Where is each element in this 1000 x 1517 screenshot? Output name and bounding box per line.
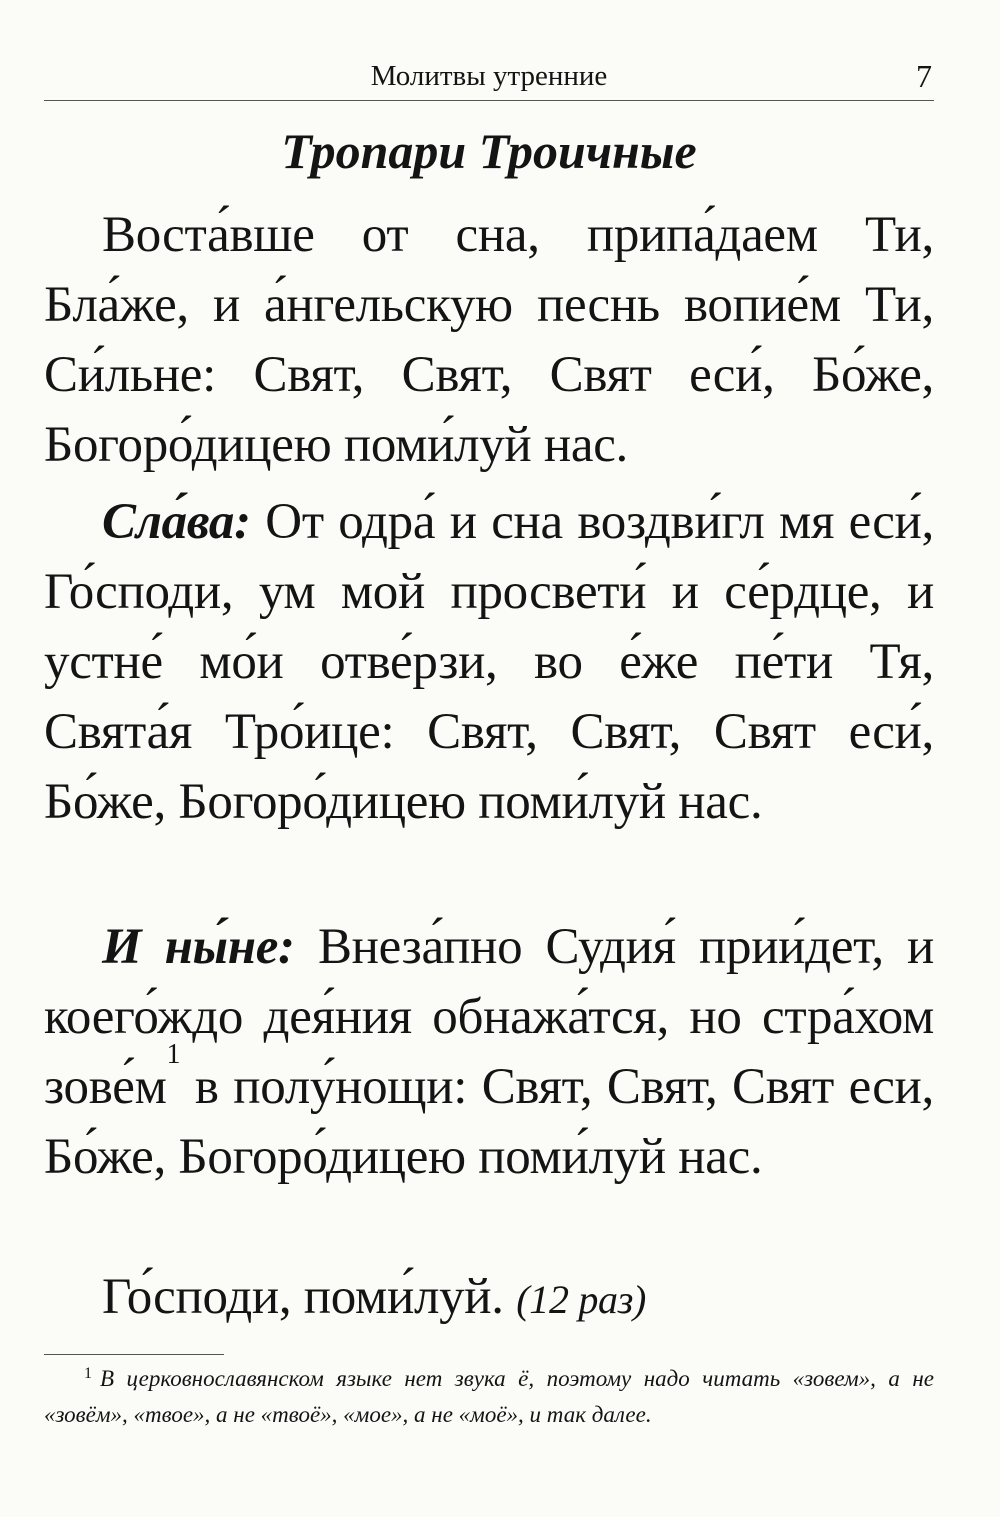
paragraph-lead: Сла́ва: [102,494,251,550]
troparion-paragraph-2 [44,487,934,837]
paragraph-text: От одра́ и сна воздви́гл мя еси́, Го́споди, ум мой просвети́ и се́рдце, и устне́ мо́и отве́рзи, во е́же пе́ти Тя, Свята́я Тро́ице: Свят, Свят, Свят еси́, Бо́же, Богоро́дицею поми́луй нас. [44,494,934,830]
page-number: 7 [916,58,932,94]
running-header [44,58,934,101]
footnote-reference[interactable]: 1 [166,1039,181,1070]
paragraph-text-before-note: Внеза́пно Судия́ прии́дет, и коего́ждо дея́ния обнажа́тся, но стра́хом зове́м [44,919,934,1115]
troparion-paragraph-3 [44,912,934,1192]
footnote-mark: 1 [84,1365,92,1382]
paragraph-text-after-note: в полу́нощи: Свят, Свят, Свят еси, Бо́же, Богоро́дицею поми́луй нас. [44,1059,934,1185]
footnote-text: В церковнославянском языке нет звука ё, поэтому надо читать «зовем», а не «зовём», «твое», а не «твоё», «мое», а не «моё», и так далее. [44,1366,934,1427]
troparion-paragraph-1 [44,200,934,480]
section-title: Тропари Троичные [281,123,697,179]
footnote [44,1362,934,1431]
book-page [44,0,934,1517]
running-title: Молитвы утренние [370,60,608,92]
closing-line [44,1262,934,1335]
paragraph-text: Воста́вше от сна, припа́даем Ти, Бла́же, и а́нгельскую песнь вопие́м Ти, Си́льне: Свят, Свят, Свят еси́, Бо́же, Богоро́дицею поми́луй нас. [44,207,934,473]
closing-text: Го́споди, поми́луй. [102,1269,517,1325]
paragraph-lead: И ны́не: [102,919,295,975]
footnote-divider [44,1354,224,1355]
repeat-count: (12 раз) [516,1277,647,1322]
